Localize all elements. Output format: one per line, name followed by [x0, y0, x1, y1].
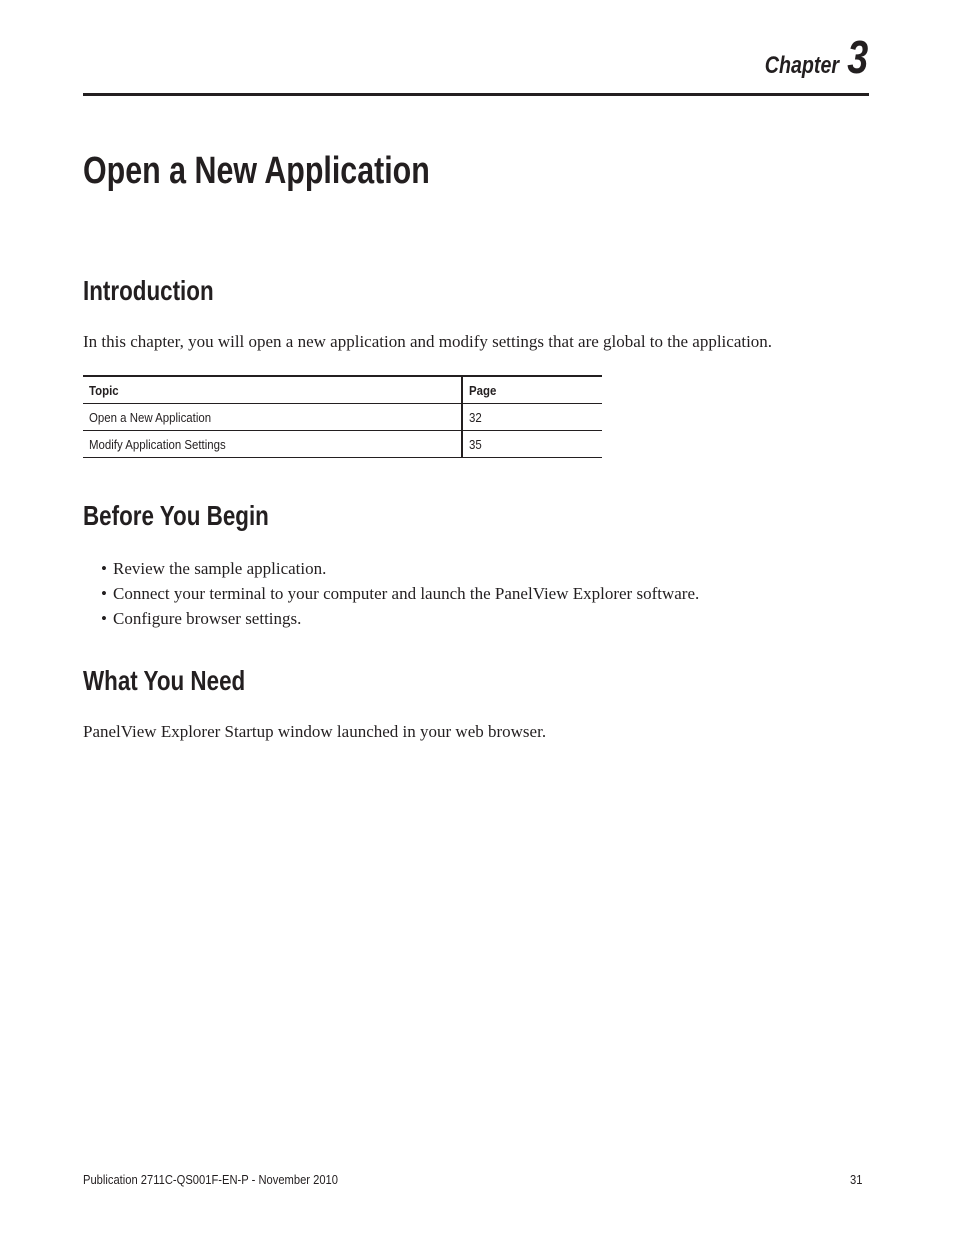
- chapter-number: 3: [847, 31, 868, 83]
- table-header-page: Page: [462, 376, 602, 404]
- page-title: Open a New Application: [83, 150, 430, 192]
- what-you-need-heading: What You Need: [83, 665, 246, 696]
- table-row: [83, 431, 602, 458]
- footer-publication: Publication 2711C-QS001F-EN-P - November 2010: [83, 1172, 338, 1187]
- table-cell-page: 32: [462, 404, 602, 431]
- before-you-begin-heading: Before You Begin: [83, 500, 269, 531]
- table-header-row: [83, 376, 602, 404]
- table-header-topic: Topic: [83, 376, 462, 404]
- table-cell-topic: Open a New Application: [83, 404, 462, 431]
- chapter-label: Chapter: [764, 52, 839, 79]
- chapter-rule: [83, 93, 869, 96]
- introduction-heading: Introduction: [83, 275, 214, 306]
- table-cell-topic: Modify Application Settings: [83, 431, 462, 458]
- introduction-text: In this chapter, you will open a new application and modify settings that are global to the application.: [83, 332, 773, 351]
- table-row: [83, 404, 602, 431]
- list-item: • Review the sample application.: [113, 556, 699, 581]
- what-you-need-text: PanelView Explorer Startup window launched in your web browser.: [83, 722, 547, 741]
- footer-page-number: 31: [849, 1172, 862, 1187]
- list-item: • Configure browser settings.: [113, 606, 699, 631]
- chapter-header: [764, 31, 868, 83]
- before-you-begin-list: [113, 556, 699, 631]
- table-cell-page: 35: [462, 431, 602, 458]
- topic-table: [83, 375, 602, 458]
- list-item: • Connect your terminal to your computer and launch the PanelView Explorer software.: [113, 581, 699, 606]
